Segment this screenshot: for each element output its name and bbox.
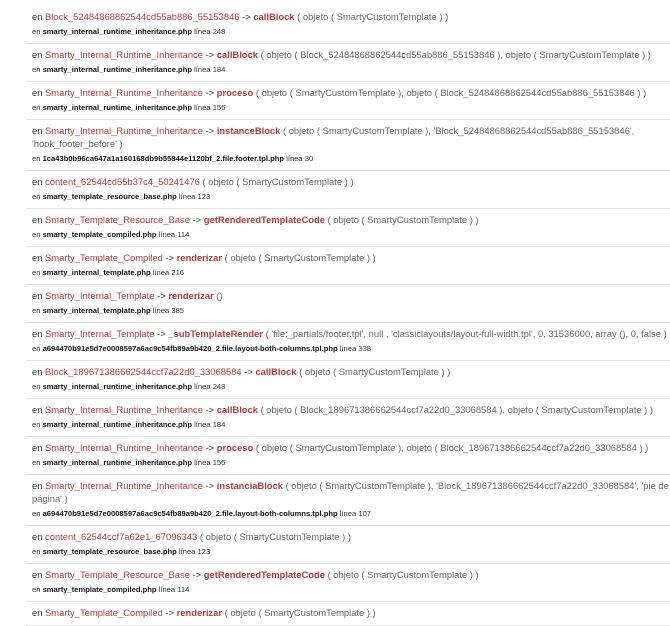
in-label: en xyxy=(32,192,41,201)
trace-frame xyxy=(26,361,670,399)
class-name: Smarty_Internal_Template xyxy=(45,290,155,301)
in-label: en xyxy=(32,442,43,453)
line-label: línea xyxy=(194,382,211,391)
file-line xyxy=(32,343,670,354)
file-name: 1ca43b0b96ca647a1a160168db9b55844e1120bf_2.file.footer.tpl.php xyxy=(42,154,285,163)
left-gutter xyxy=(0,0,26,608)
stack-trace xyxy=(26,6,670,626)
function-name: callBlock xyxy=(216,404,258,415)
in-label: en xyxy=(32,344,41,353)
in-label: en xyxy=(32,420,41,429)
in-label: en xyxy=(32,176,43,187)
function-name: getRenderedTemplateCode xyxy=(203,569,325,580)
trace-frame xyxy=(26,82,670,120)
in-label: en xyxy=(32,328,43,339)
class-name: Smarty_Internal_Template xyxy=(45,328,155,339)
arguments: ( objeto ( SmartyCustomTemplate ), objeto ( Block_52484868862544cd55ab886_55153846 ) ) xyxy=(255,87,647,98)
class-name: content_62544ccf7a62e1_67096343 xyxy=(45,531,198,542)
arrow-operator: -> xyxy=(192,214,202,225)
arguments: ( objeto ( SmartyCustomTemplate ) ) xyxy=(199,531,351,542)
call-line xyxy=(32,175,670,188)
class-name: Smarty_Internal_Runtime_Inheritance xyxy=(45,480,203,491)
function-name: proceso xyxy=(216,87,254,98)
arrow-operator: -> xyxy=(205,125,215,136)
trace-frame xyxy=(26,526,670,564)
in-label: en xyxy=(32,214,43,225)
in-label: en xyxy=(32,125,43,136)
arrow-operator: -> xyxy=(205,442,215,453)
arguments: ( 'file:_partials/footer.tpl', null , 'classiclayouts/layout-full-width.tpl', 0, 31536000, array (), 0, false ) xyxy=(265,328,667,339)
file-line xyxy=(32,153,670,164)
in-label: en xyxy=(32,49,43,60)
trace-frame xyxy=(26,120,670,171)
in-label: en xyxy=(32,306,41,315)
line-label: línea xyxy=(339,509,357,518)
function-name: callBlock xyxy=(255,366,297,377)
line-number: 216 xyxy=(171,268,185,277)
in-label: en xyxy=(32,382,41,391)
file-name: smarty_internal_runtime_inheritance.php xyxy=(42,458,192,467)
function-name: instanciaBlock xyxy=(216,480,283,491)
arrow-operator: -> xyxy=(205,404,215,415)
file-line xyxy=(32,508,670,519)
trace-frame xyxy=(26,323,670,361)
call-line xyxy=(32,124,670,150)
line-label: línea xyxy=(178,192,196,201)
file-line xyxy=(32,457,670,468)
file-name: smarty_internal_runtime_inheritance.php xyxy=(42,103,192,112)
in-label: en xyxy=(32,458,41,467)
line-label: línea xyxy=(158,230,176,239)
call-line xyxy=(32,365,670,378)
line-label: línea xyxy=(152,268,170,277)
file-line xyxy=(32,381,670,392)
file-line xyxy=(32,546,670,557)
trace-frame xyxy=(26,171,670,209)
in-label: en xyxy=(32,366,43,377)
arguments: ( objeto ( SmartyCustomTemplate ) ) xyxy=(327,569,479,580)
arrow-operator: -> xyxy=(205,87,215,98)
call-line xyxy=(32,213,670,226)
class-name: Block_52484868862544cd55ab886_55153846 xyxy=(45,11,240,22)
trace-frame xyxy=(26,44,670,82)
line-label: línea xyxy=(194,27,211,36)
function-name: getRenderedTemplateCode xyxy=(203,214,325,225)
class-name: Block_189671386662544ccf7a22d0_33068584 xyxy=(45,366,242,377)
class-name: Smarty_Template_Resource_Base xyxy=(45,569,190,580)
class-name: Smarty_Template_Compiled xyxy=(45,252,163,263)
in-label: en xyxy=(32,480,43,491)
file-line xyxy=(32,267,670,278)
file-line xyxy=(32,229,670,240)
arguments: ( objeto ( SmartyCustomTemplate ) ) xyxy=(299,366,451,377)
in-label: en xyxy=(32,290,43,301)
file-name: smarty_template_compiled.php xyxy=(42,585,157,594)
file-name: smarty_internal_runtime_inheritance.php xyxy=(42,27,192,36)
arrow-operator: -> xyxy=(205,480,215,491)
arguments: ( objeto ( SmartyCustomTemplate ), objeto ( Block_189671386662544ccf7a22d0_33068584 ) ) xyxy=(255,442,649,453)
line-label: línea xyxy=(286,154,303,163)
arguments: ( objeto ( Block_52484868862544cd55ab886_55153846 ), objeto ( SmartyCustomTemplate ) ) xyxy=(260,49,651,60)
file-name: smarty_internal_template.php xyxy=(42,306,151,315)
line-number: 338 xyxy=(358,344,372,353)
arguments: ( objeto ( SmartyCustomTemplate ) ) xyxy=(202,176,354,187)
call-line xyxy=(32,530,670,543)
line-label: línea xyxy=(339,344,357,353)
in-label: en xyxy=(32,404,43,415)
file-name: smarty_template_resource_base.php xyxy=(42,192,177,201)
arrow-operator: -> xyxy=(157,328,166,339)
call-line xyxy=(32,10,670,23)
file-name: smarty_template_compiled.php xyxy=(42,230,157,239)
line-number: 123 xyxy=(197,192,211,201)
arguments: ( objeto ( SmartyCustomTemplate ) ) xyxy=(297,11,449,22)
in-label: en xyxy=(32,585,41,594)
line-label: línea xyxy=(194,458,211,467)
line-number: 385 xyxy=(171,306,185,315)
in-label: en xyxy=(32,268,41,277)
class-name: Smarty_Internal_Runtime_Inheritance xyxy=(45,442,203,453)
arguments: ( objeto ( SmartyCustomTemplate ), 'Block_189671386662544ccf7a22d0_33068584', 'pie de página' ) xyxy=(32,480,669,504)
class-name: Smarty_Internal_Runtime_Inheritance xyxy=(45,404,203,415)
line-label: línea xyxy=(194,65,211,74)
in-label: en xyxy=(32,65,41,74)
function-name: callBlock xyxy=(216,49,258,60)
trace-frame xyxy=(26,209,670,247)
in-label: en xyxy=(32,103,41,112)
call-line xyxy=(32,479,670,505)
call-line xyxy=(32,568,670,581)
in-label: en xyxy=(32,230,41,239)
line-number: 248 xyxy=(212,27,226,36)
file-line xyxy=(32,64,670,75)
line-number: 248 xyxy=(212,382,226,391)
line-label: línea xyxy=(178,547,196,556)
in-label: en xyxy=(32,607,43,618)
line-label: línea xyxy=(194,420,211,429)
line-number: 123 xyxy=(197,547,211,556)
arguments: ( objeto ( SmartyCustomTemplate ) ) xyxy=(224,252,376,263)
arguments: ( objeto ( SmartyCustomTemplate ) ) xyxy=(327,214,479,225)
arguments: ( objeto ( SmartyCustomTemplate ), 'Block_52484868862544cd55ab886_55153846', 'hook_footer_before' ) xyxy=(32,125,635,149)
call-line xyxy=(32,289,670,302)
call-line xyxy=(32,86,670,99)
function-name: proceso xyxy=(216,442,254,453)
class-name: Smarty_Template_Compiled xyxy=(45,607,163,618)
line-number: 184 xyxy=(212,420,226,429)
trace-frame xyxy=(26,247,670,285)
arguments: ( objeto ( SmartyCustomTemplate ) ) xyxy=(224,607,376,618)
call-line xyxy=(32,327,670,340)
class-name: Smarty_Internal_Runtime_Inheritance xyxy=(45,87,203,98)
in-label: en xyxy=(32,531,43,542)
trace-frame xyxy=(26,475,670,526)
in-label: en xyxy=(32,547,41,556)
call-line xyxy=(32,403,670,416)
file-name: a694470b91e5d7e0008597a6ac9c54fb89a9b420_2.file.layout-both-columns.tpl.php xyxy=(42,509,338,518)
trace-frame xyxy=(26,6,670,44)
trace-frame xyxy=(26,564,670,602)
function-name: renderizar xyxy=(176,607,222,618)
file-name: a694470b91e5d7e0008597a6ac9c54fb89a9b420_2.file.layout-both-columns.tpl.php xyxy=(42,344,338,353)
arrow-operator: -> xyxy=(192,569,202,580)
line-number: 156 xyxy=(212,103,226,112)
file-line xyxy=(32,26,670,37)
file-line xyxy=(32,584,670,595)
trace-frame xyxy=(26,399,670,437)
in-label: en xyxy=(32,87,43,98)
line-number: 114 xyxy=(177,585,190,594)
line-label: línea xyxy=(152,306,170,315)
line-number: 114 xyxy=(177,230,190,239)
arrow-operator: -> xyxy=(244,366,253,377)
arrow-operator: -> xyxy=(242,11,251,22)
line-number: 30 xyxy=(304,154,314,163)
call-line xyxy=(32,251,670,264)
class-name: content_62544cd55b37c4_50241476 xyxy=(45,176,200,187)
in-label: en xyxy=(32,27,41,36)
function-name: _subTemplateRender xyxy=(168,328,263,339)
file-line xyxy=(32,305,670,316)
trace-frame xyxy=(26,602,670,626)
trace-frame xyxy=(26,285,670,323)
class-name: Smarty_Internal_Runtime_Inheritance xyxy=(45,125,203,136)
call-line xyxy=(32,48,670,61)
file-name: smarty_internal_runtime_inheritance.php xyxy=(42,382,192,391)
line-number: 156 xyxy=(212,458,226,467)
arrow-operator: -> xyxy=(165,252,175,263)
call-line xyxy=(32,441,670,454)
file-name: smarty_internal_template.php xyxy=(42,268,151,277)
function-name: callBlock xyxy=(253,11,295,22)
line-number: 184 xyxy=(212,65,226,74)
function-name: instanceBlock xyxy=(216,125,281,136)
in-label: en xyxy=(32,154,41,163)
line-label: línea xyxy=(194,103,211,112)
function-name: renderizar xyxy=(168,290,214,301)
trace-frame xyxy=(26,437,670,475)
in-label: en xyxy=(32,509,41,518)
function-name: renderizar xyxy=(176,252,222,263)
file-name: smarty_internal_runtime_inheritance.php xyxy=(42,420,192,429)
arrow-operator: -> xyxy=(205,49,215,60)
arguments: ( objeto ( Block_189671386662544ccf7a22d0_33068584 ), objeto ( SmartyCustomTemplate ) ) xyxy=(260,404,653,415)
in-label: en xyxy=(32,252,43,263)
file-name: smarty_template_resource_base.php xyxy=(42,547,177,556)
class-name: Smarty_Template_Resource_Base xyxy=(45,214,190,225)
file-name: smarty_internal_runtime_inheritance.php xyxy=(42,65,192,74)
file-line xyxy=(32,419,670,430)
file-line xyxy=(32,102,670,113)
arrow-operator: -> xyxy=(165,607,175,618)
in-label: en xyxy=(32,569,43,580)
arrow-operator: -> xyxy=(157,290,166,301)
file-line xyxy=(32,191,670,202)
arguments: () xyxy=(216,290,223,301)
line-label: línea xyxy=(158,585,176,594)
class-name: Smarty_Internal_Runtime_Inheritance xyxy=(45,49,203,60)
in-label: en xyxy=(32,11,43,22)
line-number: 107 xyxy=(358,509,372,518)
